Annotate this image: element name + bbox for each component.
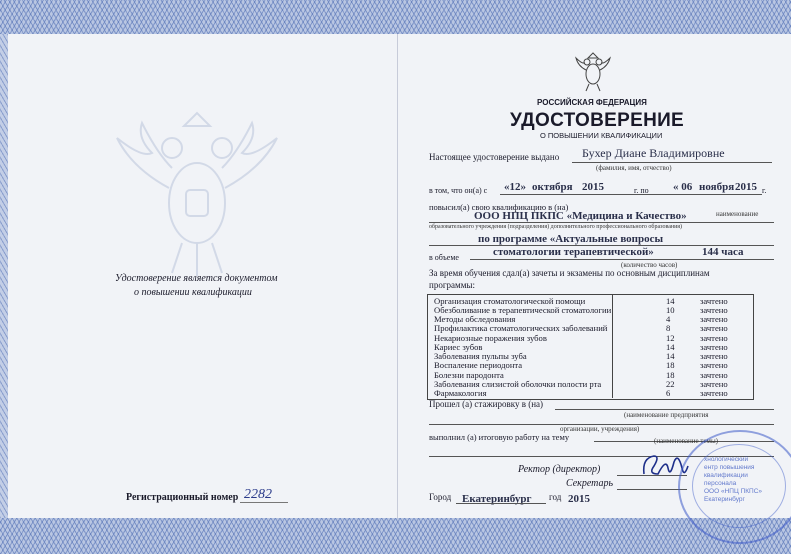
document-title: УДОСТОВЕРЕНИЕ [510, 110, 685, 131]
subject-hours: 14 [666, 342, 675, 352]
registration-underline [240, 502, 288, 503]
ornamental-border-left [0, 34, 8, 518]
year-value: 2015 [568, 493, 590, 505]
program-underline2 [470, 259, 774, 260]
subject-name: Некариозные поражения зубов [434, 333, 547, 343]
subject-name: Заболевания пульпы зуба [434, 351, 527, 361]
volume-label: в объеме [429, 253, 459, 262]
date-to-day: « 06 [673, 181, 693, 193]
double-headed-eagle-watermark-icon [112, 108, 282, 278]
stamp-line: квалификации [704, 472, 748, 479]
internship-hint2: организации, учреждения) [560, 425, 640, 433]
organization-hint-right: наименование [716, 210, 759, 218]
stamp-line: Екатеринбург [704, 496, 745, 503]
date-to-year: 2015 [735, 181, 757, 193]
date-to-month: ноября [699, 181, 735, 193]
exams-line2: программы: [429, 280, 475, 290]
subject-name: Методы обследования [434, 314, 516, 324]
stamp-line: ООО «НПЦ ПКПС» [704, 488, 763, 495]
program-line1: по программе «Актуальные вопросы [478, 233, 664, 245]
subject-grade: зачтено [700, 360, 728, 370]
stamp-line: ентр повышения [704, 464, 755, 471]
improved-label: повысил(а) свою квалификацию в (на) [429, 202, 569, 212]
subject-name: Фармакология [434, 388, 487, 398]
subject-grade: зачтено [700, 342, 728, 352]
final-work-label: выполнил (а) итоговую работу на тему [429, 432, 570, 442]
secretary-label: Секретарь [566, 478, 614, 489]
internship-hint: (наименование предприятия [624, 411, 709, 419]
subject-name: Воспаление периодонта [434, 360, 523, 370]
period-mid-label: г. по [634, 186, 649, 195]
program-hours: 144 часа [702, 246, 744, 258]
subject-hours: 6 [666, 388, 671, 398]
subject-hours: 8 [666, 323, 671, 333]
subject-hours: 14 [666, 351, 675, 361]
subject-name: Кариес зубов [434, 342, 483, 352]
subject-name: Заболевания слизистой оболочки полости рта [434, 379, 602, 389]
subject-grade: зачтено [700, 379, 728, 389]
city-value: Екатеринбург [462, 493, 532, 505]
period-prefix: в том, что он(а) с [429, 186, 488, 195]
city-label: Город [429, 492, 452, 502]
period-underline [500, 194, 762, 195]
issued-label: Настоящее удостоверение выдано [429, 152, 560, 162]
subject-hours: 14 [666, 296, 675, 306]
date-from-month: октября [532, 181, 573, 193]
subject-grade: зачтено [700, 323, 728, 333]
registration-number: 2282 [244, 487, 272, 502]
year-label: год [549, 492, 562, 502]
subjects-table-divider [612, 294, 613, 398]
left-caption-line2: о повышении квалификации [134, 287, 252, 298]
internship-underline [555, 409, 774, 410]
holder-name: Бухер Диане Владимировне [582, 146, 725, 160]
ornamental-border-bottom [0, 518, 791, 554]
period-end-label: г. [762, 186, 767, 195]
subject-hours: 4 [666, 314, 671, 324]
holder-hint: (фамилия, имя, отчество) [596, 164, 672, 172]
country-label: РОССИЙСКАЯ ФЕДЕРАЦИЯ [537, 98, 647, 107]
stamp-text [704, 456, 762, 504]
subject-grade: зачтено [700, 351, 728, 361]
stamp-line: хнологический [704, 456, 749, 463]
subject-hours: 18 [666, 360, 675, 370]
subject-grade: зачтено [700, 333, 728, 343]
date-from-day: «12» [504, 181, 526, 193]
subject-grade: зачтено [700, 305, 728, 315]
organization-hint-line: образовательного учреждения (подразделения) дополнительного профессионального образования) [429, 224, 683, 230]
organization-underline [429, 222, 774, 223]
stamp-line: персонала [704, 480, 737, 487]
subject-hours: 22 [666, 379, 675, 389]
subject-name: Профилактика стоматологических заболеваний [434, 323, 608, 333]
exams-line1: За время обучения сдал(а) зачеты и экзамены по основным дисциплинам [429, 268, 710, 278]
organization-name: ООО НПЦ ПКПС «Медицина и Качество» [474, 210, 687, 222]
subject-name: Болезни пародонта [434, 370, 504, 380]
page-fold [397, 34, 398, 518]
date-from-year: 2015 [582, 181, 604, 193]
city-underline [456, 503, 546, 504]
hours-hint: (количество часов) [621, 261, 678, 269]
internship-label: Прошел (а) стажировку в (на) [429, 399, 544, 409]
document-subtitle: О ПОВЫШЕНИИ КВАЛИФИКАЦИИ [540, 131, 663, 140]
ornamental-border-top [0, 0, 791, 34]
subject-grade: зачтено [700, 388, 728, 398]
left-caption-line1: Удостоверение является документом [115, 273, 278, 284]
holder-underline [572, 162, 772, 163]
subject-grade: зачтено [700, 314, 728, 324]
coat-of-arms-icon [575, 52, 611, 92]
registration-label: Регистрационный номер [126, 492, 239, 503]
secretary-signature-line [617, 489, 687, 490]
rector-label: Ректор (директор) [518, 464, 601, 475]
subject-hours: 18 [666, 370, 675, 380]
subject-grade: зачтено [700, 370, 728, 380]
subject-name: Организация стоматологической помощи [434, 296, 586, 306]
program-line2: стоматологии терапевтической» [493, 246, 654, 258]
subject-grade: зачтено [700, 296, 728, 306]
subject-hours: 12 [666, 333, 675, 343]
final-work-hint: (наименование темы) [654, 437, 719, 445]
subject-name: Обезболивание в терапевтической стоматологии [434, 305, 612, 315]
subject-hours: 10 [666, 305, 675, 315]
